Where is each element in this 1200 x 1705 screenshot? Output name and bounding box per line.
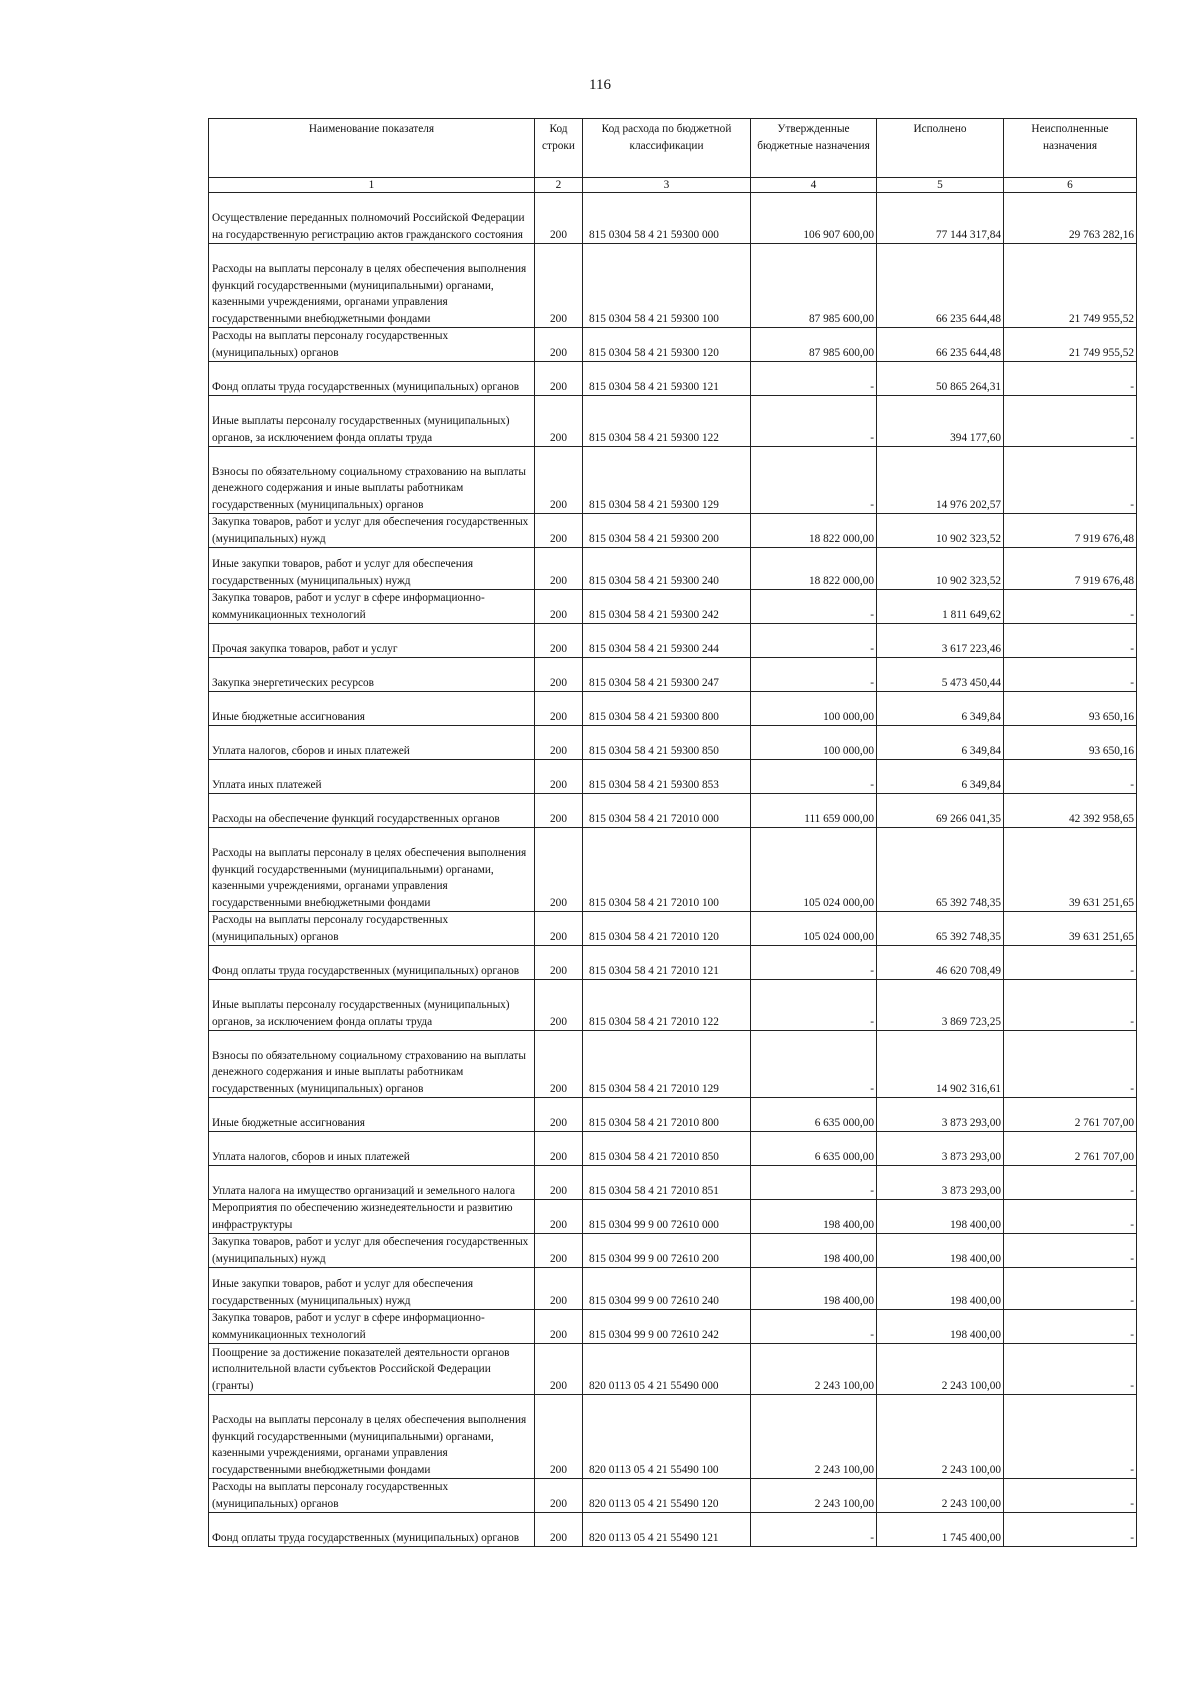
budget-code: 815 0304 99 9 00 72610 000 [583, 1200, 751, 1234]
table-row [209, 692, 1137, 726]
indicator-name: Расходы на выплаты персоналу государственных (муниципальных) органов [209, 328, 535, 362]
column-number: 6 [1004, 178, 1137, 193]
table-row [209, 1234, 1137, 1268]
indicator-name: Расходы на выплаты персоналу государственных (муниципальных) органов [209, 912, 535, 946]
line-code: 200 [535, 1031, 583, 1098]
unexecuted-amount: - [1004, 946, 1137, 980]
column-number: 1 [209, 178, 535, 193]
budget-code: 815 0304 58 4 21 59300 242 [583, 590, 751, 624]
table-row [209, 1513, 1137, 1547]
budget-code: 820 0113 05 4 21 55490 121 [583, 1513, 751, 1547]
line-code: 200 [535, 514, 583, 548]
line-code: 200 [535, 1395, 583, 1479]
table-row [209, 760, 1137, 794]
executed-amount: 65 392 748,35 [877, 912, 1004, 946]
executed-amount: 3 873 293,00 [877, 1098, 1004, 1132]
executed-amount: 6 349,84 [877, 760, 1004, 794]
executed-amount: 198 400,00 [877, 1234, 1004, 1268]
budget-code: 815 0304 58 4 21 59300 850 [583, 726, 751, 760]
table-row [209, 980, 1137, 1031]
executed-amount: 198 400,00 [877, 1310, 1004, 1344]
executed-amount: 1 811 649,62 [877, 590, 1004, 624]
indicator-name: Закупка товаров, работ и услуг для обеспечения государственных (муниципальных) нужд [209, 1234, 535, 1268]
table-row [209, 624, 1137, 658]
executed-amount: 65 392 748,35 [877, 828, 1004, 912]
executed-amount: 198 400,00 [877, 1200, 1004, 1234]
indicator-name: Фонд оплаты труда государственных (муниципальных) органов [209, 946, 535, 980]
indicator-name: Уплата налога на имущество организаций и земельного налога [209, 1166, 535, 1200]
approved-amount: - [751, 760, 877, 794]
unexecuted-amount: - [1004, 396, 1137, 447]
indicator-name: Иные бюджетные ассигнования [209, 1098, 535, 1132]
unexecuted-amount: - [1004, 1234, 1137, 1268]
column-number-row [209, 178, 1137, 193]
budget-code: 815 0304 58 4 21 72010 800 [583, 1098, 751, 1132]
page-number: 116 [589, 77, 611, 93]
unexecuted-amount: 2 761 707,00 [1004, 1132, 1137, 1166]
executed-amount: 2 243 100,00 [877, 1479, 1004, 1513]
line-code: 200 [535, 760, 583, 794]
executed-amount: 10 902 323,52 [877, 514, 1004, 548]
unexecuted-amount: 21 749 955,52 [1004, 244, 1137, 328]
executed-amount: 10 902 323,52 [877, 548, 1004, 590]
header-row [209, 119, 1137, 178]
column-number: 3 [583, 178, 751, 193]
executed-amount: 6 349,84 [877, 692, 1004, 726]
table-row [209, 244, 1137, 328]
table-row [209, 548, 1137, 590]
table-row [209, 328, 1137, 362]
indicator-name: Уплата иных платежей [209, 760, 535, 794]
indicator-name: Уплата налогов, сборов и иных платежей [209, 726, 535, 760]
budget-code: 815 0304 99 9 00 72610 242 [583, 1310, 751, 1344]
unexecuted-amount: - [1004, 1513, 1137, 1547]
line-code: 200 [535, 828, 583, 912]
line-code: 200 [535, 1479, 583, 1513]
executed-amount: 14 976 202,57 [877, 447, 1004, 514]
executed-amount: 394 177,60 [877, 396, 1004, 447]
budget-code: 815 0304 58 4 21 59300 100 [583, 244, 751, 328]
header-indicator-name: Наименование показателя [209, 119, 535, 178]
budget-code: 820 0113 05 4 21 55490 000 [583, 1344, 751, 1395]
line-code: 200 [535, 794, 583, 828]
header-approved: Утвержденные бюджетные назначения [751, 119, 877, 178]
unexecuted-amount: - [1004, 590, 1137, 624]
approved-amount: 111 659 000,00 [751, 794, 877, 828]
indicator-name: Фонд оплаты труда государственных (муниципальных) органов [209, 362, 535, 396]
indicator-name: Осуществление переданных полномочий Российской Федерации на государственную регистрацию актов гражданского состояния [209, 193, 535, 244]
indicator-name: Расходы на выплаты персоналу в целях обеспечения выполнения функций государственными (муниципальными) органами, казенными учреждениями, органами управления государственными внебюджетными фондами [209, 244, 535, 328]
approved-amount: 6 635 000,00 [751, 1132, 877, 1166]
unexecuted-amount: - [1004, 1310, 1137, 1344]
column-number: 4 [751, 178, 877, 193]
executed-amount: 3 873 293,00 [877, 1166, 1004, 1200]
indicator-name: Расходы на выплаты персоналу государственных (муниципальных) органов [209, 1479, 535, 1513]
executed-amount: 2 243 100,00 [877, 1395, 1004, 1479]
unexecuted-amount: - [1004, 1344, 1137, 1395]
unexecuted-amount: 42 392 958,65 [1004, 794, 1137, 828]
table-row [209, 658, 1137, 692]
table-row [209, 1031, 1137, 1098]
indicator-name: Иные бюджетные ассигнования [209, 692, 535, 726]
budget-code: 815 0304 58 4 21 72010 120 [583, 912, 751, 946]
budget-code: 815 0304 58 4 21 59300 800 [583, 692, 751, 726]
unexecuted-amount: - [1004, 1166, 1137, 1200]
unexecuted-amount: - [1004, 1395, 1137, 1479]
table-row [209, 1395, 1137, 1479]
unexecuted-amount: - [1004, 1200, 1137, 1234]
executed-amount: 66 235 644,48 [877, 328, 1004, 362]
approved-amount: - [751, 590, 877, 624]
line-code: 200 [535, 548, 583, 590]
approved-amount: 2 243 100,00 [751, 1479, 877, 1513]
table-row [209, 1268, 1137, 1310]
unexecuted-amount: - [1004, 447, 1137, 514]
executed-amount: 66 235 644,48 [877, 244, 1004, 328]
indicator-name: Фонд оплаты труда государственных (муниципальных) органов [209, 1513, 535, 1547]
line-code: 200 [535, 1132, 583, 1166]
executed-amount: 50 865 264,31 [877, 362, 1004, 396]
table-row [209, 828, 1137, 912]
unexecuted-amount: 7 919 676,48 [1004, 548, 1137, 590]
header-budget-code: Код расхода по бюджетной классификации [583, 119, 751, 178]
header-executed: Исполнено [877, 119, 1004, 178]
line-code: 200 [535, 1310, 583, 1344]
approved-amount: 2 243 100,00 [751, 1395, 877, 1479]
table-row [209, 794, 1137, 828]
line-code: 200 [535, 1344, 583, 1395]
approved-amount: 87 985 600,00 [751, 328, 877, 362]
executed-amount: 14 902 316,61 [877, 1031, 1004, 1098]
approved-amount: 18 822 000,00 [751, 514, 877, 548]
line-code: 200 [535, 692, 583, 726]
executed-amount: 3 873 293,00 [877, 1132, 1004, 1166]
approved-amount: 105 024 000,00 [751, 912, 877, 946]
table-row [209, 362, 1137, 396]
approved-amount: - [751, 980, 877, 1031]
approved-amount: - [751, 1166, 877, 1200]
budget-code: 820 0113 05 4 21 55490 120 [583, 1479, 751, 1513]
unexecuted-amount: - [1004, 760, 1137, 794]
budget-code: 815 0304 58 4 21 59300 129 [583, 447, 751, 514]
table-row [209, 590, 1137, 624]
budget-code: 820 0113 05 4 21 55490 100 [583, 1395, 751, 1479]
line-code: 200 [535, 396, 583, 447]
executed-amount: 3 617 223,46 [877, 624, 1004, 658]
budget-code: 815 0304 58 4 21 72010 851 [583, 1166, 751, 1200]
unexecuted-amount: 93 650,16 [1004, 692, 1137, 726]
budget-execution-table [208, 118, 1137, 1547]
budget-code: 815 0304 58 4 21 72010 850 [583, 1132, 751, 1166]
line-code: 200 [535, 1268, 583, 1310]
line-code: 200 [535, 362, 583, 396]
indicator-name: Мероприятия по обеспечению жизнедеятельности и развитию инфраструктуры [209, 1200, 535, 1234]
unexecuted-amount: - [1004, 1479, 1137, 1513]
approved-amount: 198 400,00 [751, 1234, 877, 1268]
indicator-name: Прочая закупка товаров, работ и услуг [209, 624, 535, 658]
approved-amount: 100 000,00 [751, 726, 877, 760]
unexecuted-amount: 2 761 707,00 [1004, 1098, 1137, 1132]
unexecuted-amount: - [1004, 362, 1137, 396]
indicator-name: Взносы по обязательному социальному страхованию на выплаты денежного содержания и иные выплаты работникам государственных (муниципальных) органов [209, 447, 535, 514]
executed-amount: 2 243 100,00 [877, 1344, 1004, 1395]
line-code: 200 [535, 726, 583, 760]
table-row [209, 1200, 1137, 1234]
table-row [209, 447, 1137, 514]
budget-code: 815 0304 58 4 21 72010 100 [583, 828, 751, 912]
executed-amount: 6 349,84 [877, 726, 1004, 760]
budget-code: 815 0304 58 4 21 59300 247 [583, 658, 751, 692]
unexecuted-amount: - [1004, 1268, 1137, 1310]
line-code: 200 [535, 447, 583, 514]
approved-amount: - [751, 396, 877, 447]
table-row [209, 1098, 1137, 1132]
budget-code: 815 0304 58 4 21 72010 121 [583, 946, 751, 980]
indicator-name: Расходы на обеспечение функций государственных органов [209, 794, 535, 828]
line-code: 200 [535, 658, 583, 692]
line-code: 200 [535, 1166, 583, 1200]
table-row [209, 1344, 1137, 1395]
unexecuted-amount: - [1004, 980, 1137, 1031]
indicator-name: Расходы на выплаты персоналу в целях обеспечения выполнения функций государственными (муниципальными) органами, казенными учреждениями, органами управления государственными внебюджетными фондами [209, 1395, 535, 1479]
indicator-name: Закупка товаров, работ и услуг для обеспечения государственных (муниципальных) нужд [209, 514, 535, 548]
line-code: 200 [535, 946, 583, 980]
approved-amount: - [751, 447, 877, 514]
executed-amount: 69 266 041,35 [877, 794, 1004, 828]
line-code: 200 [535, 624, 583, 658]
budget-code: 815 0304 58 4 21 59300 122 [583, 396, 751, 447]
indicator-name: Расходы на выплаты персоналу в целях обеспечения выполнения функций государственными (муниципальными) органами, казенными учреждениями, органами управления государственными внебюджетными фондами [209, 828, 535, 912]
approved-amount: - [751, 362, 877, 396]
indicator-name: Закупка энергетических ресурсов [209, 658, 535, 692]
budget-code: 815 0304 99 9 00 72610 240 [583, 1268, 751, 1310]
indicator-name: Закупка товаров, работ и услуг в сфере информационно-коммуникационных технологий [209, 590, 535, 624]
approved-amount: 18 822 000,00 [751, 548, 877, 590]
budget-code: 815 0304 58 4 21 59300 853 [583, 760, 751, 794]
approved-amount: 198 400,00 [751, 1200, 877, 1234]
line-code: 200 [535, 1513, 583, 1547]
unexecuted-amount: 39 631 251,65 [1004, 912, 1137, 946]
executed-amount: 77 144 317,84 [877, 193, 1004, 244]
budget-code: 815 0304 99 9 00 72610 200 [583, 1234, 751, 1268]
approved-amount: 6 635 000,00 [751, 1098, 877, 1132]
budget-code: 815 0304 58 4 21 72010 129 [583, 1031, 751, 1098]
indicator-name: Закупка товаров, работ и услуг в сфере информационно-коммуникационных технологий [209, 1310, 535, 1344]
indicator-name: Уплата налогов, сборов и иных платежей [209, 1132, 535, 1166]
approved-amount: - [751, 658, 877, 692]
line-code: 200 [535, 244, 583, 328]
indicator-name: Иные закупки товаров, работ и услуг для обеспечения государственных (муниципальных) нужд [209, 548, 535, 590]
line-code: 200 [535, 193, 583, 244]
approved-amount: - [751, 624, 877, 658]
unexecuted-amount: 7 919 676,48 [1004, 514, 1137, 548]
line-code: 200 [535, 1200, 583, 1234]
approved-amount: - [751, 1310, 877, 1344]
header-line-code: Код строки [535, 119, 583, 178]
executed-amount: 1 745 400,00 [877, 1513, 1004, 1547]
approved-amount: 198 400,00 [751, 1268, 877, 1310]
indicator-name: Иные закупки товаров, работ и услуг для обеспечения государственных (муниципальных) нужд [209, 1268, 535, 1310]
unexecuted-amount: 21 749 955,52 [1004, 328, 1137, 362]
table-row [209, 193, 1137, 244]
executed-amount: 198 400,00 [877, 1268, 1004, 1310]
line-code: 200 [535, 328, 583, 362]
unexecuted-amount: 93 650,16 [1004, 726, 1137, 760]
unexecuted-amount: - [1004, 624, 1137, 658]
column-number: 2 [535, 178, 583, 193]
approved-amount: 105 024 000,00 [751, 828, 877, 912]
approved-amount: 100 000,00 [751, 692, 877, 726]
unexecuted-amount: 39 631 251,65 [1004, 828, 1137, 912]
budget-code: 815 0304 58 4 21 59300 000 [583, 193, 751, 244]
table-row [209, 514, 1137, 548]
unexecuted-amount: 29 763 282,16 [1004, 193, 1137, 244]
table-body [209, 193, 1137, 1547]
unexecuted-amount: - [1004, 1031, 1137, 1098]
approved-amount: - [751, 1031, 877, 1098]
table-row [209, 396, 1137, 447]
indicator-name: Взносы по обязательному социальному страхованию на выплаты денежного содержания и иные выплаты работникам государственных (муниципальных) органов [209, 1031, 535, 1098]
table-row [209, 1166, 1137, 1200]
executed-amount: 46 620 708,49 [877, 946, 1004, 980]
table-row [209, 1310, 1137, 1344]
budget-code: 815 0304 58 4 21 59300 121 [583, 362, 751, 396]
executed-amount: 5 473 450,44 [877, 658, 1004, 692]
approved-amount: 106 907 600,00 [751, 193, 877, 244]
line-code: 200 [535, 980, 583, 1031]
table-row [209, 946, 1137, 980]
table-row [209, 1132, 1137, 1166]
table-row [209, 1479, 1137, 1513]
approved-amount: 87 985 600,00 [751, 244, 877, 328]
line-code: 200 [535, 1234, 583, 1268]
column-number: 5 [877, 178, 1004, 193]
budget-code: 815 0304 58 4 21 59300 120 [583, 328, 751, 362]
unexecuted-amount: - [1004, 658, 1137, 692]
approved-amount: - [751, 946, 877, 980]
line-code: 200 [535, 590, 583, 624]
line-code: 200 [535, 912, 583, 946]
indicator-name: Иные выплаты персоналу государственных (муниципальных) органов, за исключением фонда оплаты труда [209, 396, 535, 447]
approved-amount: - [751, 1513, 877, 1547]
indicator-name: Поощрение за достижение показателей деятельности органов исполнительной власти субъектов Российской Федерации (гранты) [209, 1344, 535, 1395]
indicator-name: Иные выплаты персоналу государственных (муниципальных) органов, за исключением фонда оплаты труда [209, 980, 535, 1031]
budget-code: 815 0304 58 4 21 72010 000 [583, 794, 751, 828]
approved-amount: 2 243 100,00 [751, 1344, 877, 1395]
budget-code: 815 0304 58 4 21 59300 240 [583, 548, 751, 590]
budget-code: 815 0304 58 4 21 72010 122 [583, 980, 751, 1031]
table-row [209, 726, 1137, 760]
header-unexecuted: Неисполненные назначения [1004, 119, 1137, 178]
executed-amount: 3 869 723,25 [877, 980, 1004, 1031]
budget-code: 815 0304 58 4 21 59300 244 [583, 624, 751, 658]
budget-code: 815 0304 58 4 21 59300 200 [583, 514, 751, 548]
line-code: 200 [535, 1098, 583, 1132]
table-row [209, 912, 1137, 946]
